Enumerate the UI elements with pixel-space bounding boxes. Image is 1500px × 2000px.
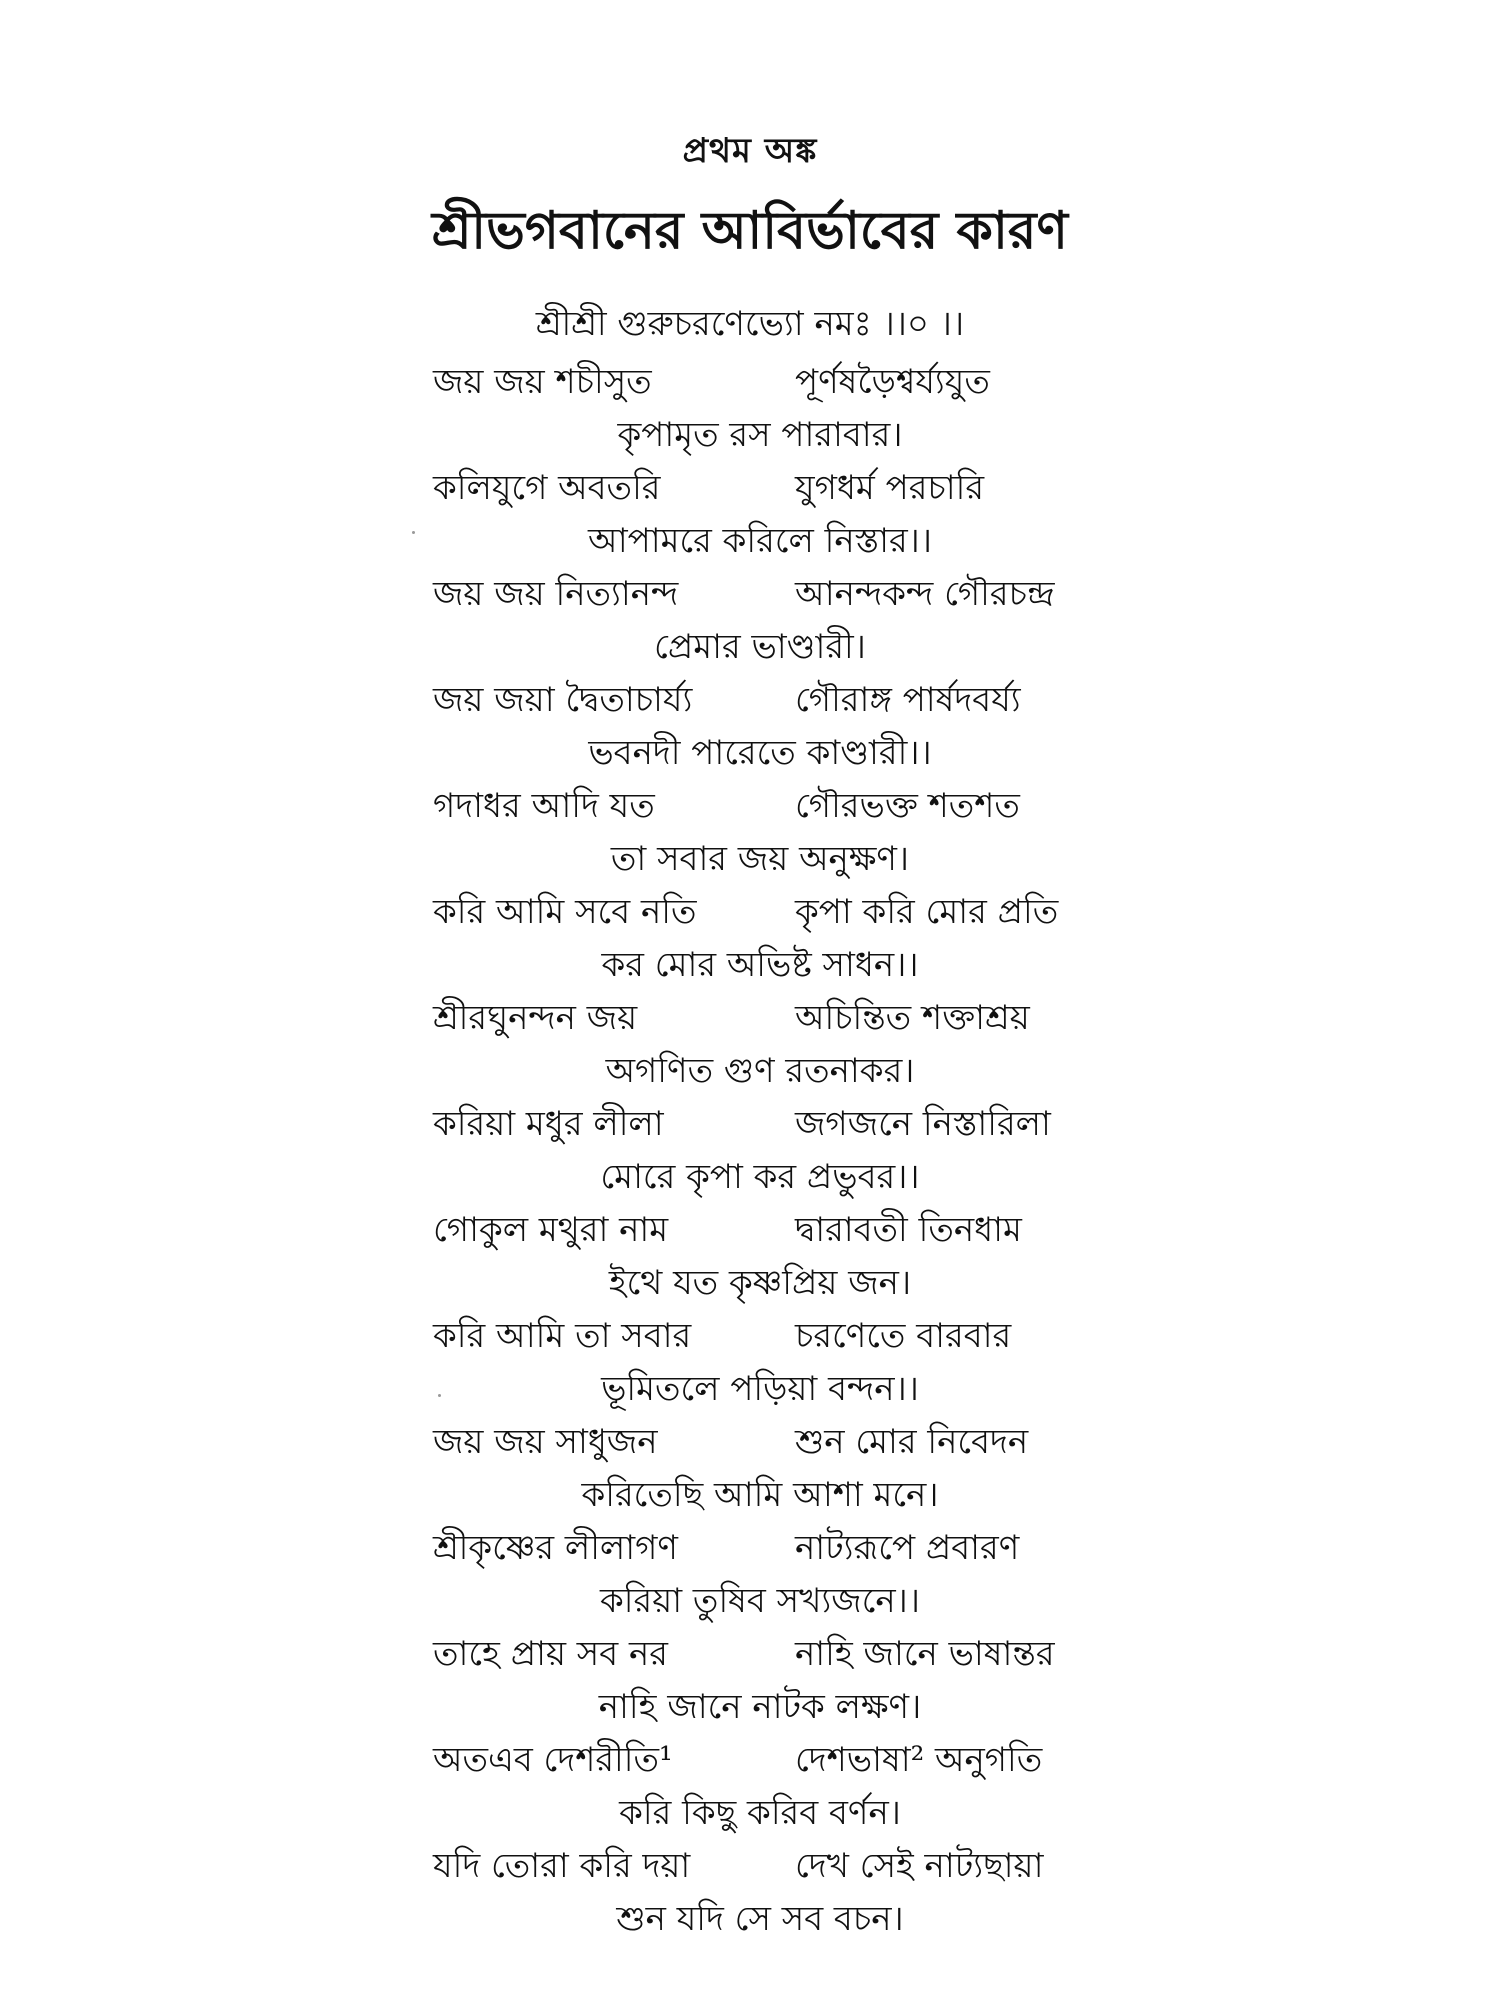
chapter-title: শ্রীভগবানের আবির্ভাবের কারণ [432, 200, 1068, 261]
verse-half-right: দেখ সেই নাট্যছায়া [795, 1846, 1044, 1886]
verse-refrain: ভবনদী পারেতে কাণ্ডারী।। [588, 733, 932, 773]
refrain-line [0, 1893, 1500, 1946]
verse-half-left: জয় জয় সাধুজন [433, 1422, 658, 1462]
verse-refrain: ইথে যত কৃষ্ণপ্রিয় জন। [608, 1263, 912, 1303]
verse-half-right: দেশভাষা² অনুগতি [795, 1740, 1043, 1780]
verse-refrain: তা সবার জয় অনুক্ষণ। [610, 839, 910, 879]
verse-half-right: যুগধর্ম পরচারি [795, 468, 985, 508]
verse-line [0, 568, 1500, 621]
verse-half-left: করি আমি তা সবার [433, 1316, 692, 1356]
verse-half-left: শ্রীরঘুনন্দন জয় [433, 998, 638, 1038]
refrain-line [0, 1787, 1500, 1840]
verse-half-left: শ্রীকৃষ্ণের লীলাগণ [433, 1528, 678, 1568]
verse-line [0, 1204, 1500, 1257]
verse-line [0, 1840, 1500, 1893]
verse-half-left: গদাধর আদি যত [433, 786, 655, 826]
verse-half-right: অচিন্তিত শক্তাশ্রয় [795, 998, 1030, 1038]
verse-line [0, 1734, 1500, 1787]
verse-refrain: করি কিছু করিব বর্ণন। [619, 1793, 901, 1833]
refrain-line [0, 727, 1500, 780]
verse-half-right: পূর্ণষড়ৈশ্বর্য্যযুত [795, 362, 990, 402]
refrain-line [0, 1363, 1500, 1416]
refrain-line [0, 939, 1500, 992]
verse-half-right: শুন মোর নিবেদন [795, 1422, 1029, 1462]
verse-refrain: মোরে কৃপা কর প্রভুবর।। [600, 1157, 920, 1197]
verse-refrain: অগণিত গুণ রতনাকর। [605, 1051, 915, 1091]
refrain-line [0, 621, 1500, 674]
verse-half-left: অতএব দেশরীতি¹ [433, 1740, 673, 1780]
verse-half-left: যদি তোরা করি দয়া [433, 1846, 691, 1886]
refrain-line [0, 1469, 1500, 1522]
refrain-line [0, 1681, 1500, 1734]
verse-half-right: গৌরভক্ত শতশত [795, 786, 1020, 826]
verse-line [0, 1522, 1500, 1575]
verse-half-left: করিয়া মধুর লীলা [433, 1104, 664, 1144]
verse-half-left: জয় জয় নিত্যানন্দ [433, 574, 679, 614]
verse-half-right: জগজনে নিস্তারিলা [795, 1104, 1051, 1144]
verse-half-left: জয় জয়া দ্বৈতাচার্য্য [433, 680, 693, 720]
verse-half-right: দ্বারাবতী তিনধাম [795, 1210, 1022, 1250]
verse-refrain: করিতেছি আমি আশা মনে। [581, 1475, 939, 1515]
verse-half-right: কৃপা করি মোর প্রতি [795, 892, 1059, 932]
refrain-line [0, 409, 1500, 462]
scan-speck [412, 531, 415, 534]
refrain-line [0, 1045, 1500, 1098]
verse-line [0, 1310, 1500, 1363]
verse-line [0, 1628, 1500, 1681]
verse-half-right: চরণেতে বারবার [795, 1316, 1012, 1356]
invocation-line: শ্রীশ্রী গুরুচরণেভ্যো নমঃ ।।০ ।। [535, 304, 965, 344]
verse-refrain: আপামরে করিলে নিস্তার।। [587, 521, 933, 561]
verse-half-right: গৌরাঙ্গ পার্ষদবর্য্য [795, 680, 1021, 720]
verse-line [0, 356, 1500, 409]
verse-half-right: নাট্যরূপে প্রবারণ [795, 1528, 1020, 1568]
verse-line [0, 992, 1500, 1045]
verse-block [0, 356, 1500, 1946]
verse-refrain: কর মোর অভিষ্ট সাধন।। [601, 945, 919, 985]
verse-half-left: তাহে প্রায় সব নর [433, 1634, 668, 1674]
verse-refrain: কৃপামৃত রস পারাবার। [617, 415, 903, 455]
refrain-line [0, 515, 1500, 568]
scan-speck [438, 1394, 441, 1397]
verse-line [0, 674, 1500, 727]
verse-half-left: গোকুল মথুরা নাম [433, 1210, 669, 1250]
verse-line [0, 1416, 1500, 1469]
verse-refrain: করিয়া তুষিব সখ্যজনে।। [600, 1581, 920, 1621]
verse-line [0, 1098, 1500, 1151]
verse-line [0, 462, 1500, 515]
act-heading: প্রথম অঙ্ক [682, 131, 818, 171]
refrain-line [0, 833, 1500, 886]
refrain-line [0, 1575, 1500, 1628]
verse-refrain: নাহি জানে নাটক লক্ষণ। [598, 1687, 922, 1727]
verse-refrain: প্রেমার ভাণ্ডারী। [654, 627, 866, 667]
refrain-line [0, 1257, 1500, 1310]
verse-half-left: জয় জয় শচীসুত [433, 362, 652, 402]
verse-half-left: কলিযুগে অবতরি [433, 468, 661, 508]
refrain-line [0, 1151, 1500, 1204]
verse-half-right: নাহি জানে ভাষান্তর [795, 1634, 1055, 1674]
verse-half-right: আনন্দকন্দ গৌরচন্দ্র [795, 574, 1055, 614]
verse-refrain: শুন যদি সে সব বচন। [616, 1899, 904, 1939]
verse-refrain: ভূমিতলে পড়িয়া বন্দন।। [601, 1369, 919, 1409]
verse-line [0, 886, 1500, 939]
verse-half-left: করি আমি সবে নতি [433, 892, 697, 932]
verse-line [0, 780, 1500, 833]
